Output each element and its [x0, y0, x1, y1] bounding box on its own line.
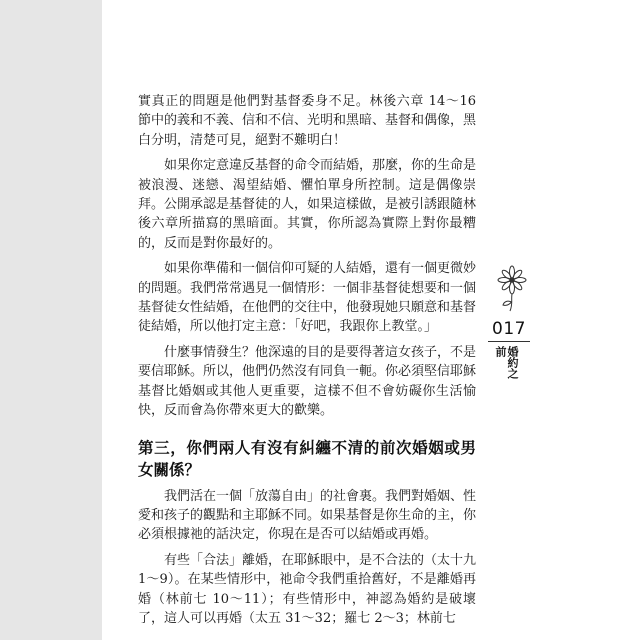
divider	[488, 341, 530, 342]
paragraph-1: 實真正的問題是他們對基督委身不足。林後六章 14～16 節中的義和不義、信和不信、光明和黑暗、基督和偶像，黑白分明，清楚可見，絕對不難明白！	[138, 94, 477, 148]
page-gutter	[0, 0, 102, 640]
paragraph-6: 有些「合法」離婚，在耶穌眼中，是不合法的（太十九 1～9）。在某些情形中，祂命令我們重拾舊好，不是離婚再婚（林前七 10～11）；有些情形中，神認為婚約是破壞了，這人可以再婚（太五 31～32；羅七 2～3；林前七	[138, 552, 477, 626]
body-text	[138, 92, 476, 634]
section-heading: 第三，你們兩人有沒有糾纏不清的前次婚姻或男女關係？	[138, 438, 476, 479]
flower-icon	[492, 264, 532, 312]
running-title: 婚約之前	[494, 346, 519, 379]
paragraph-3: 如果你準備和一個信仰可疑的人結婚，還有一個更微妙的問題。我們常常遇見一個情形：一個非基督徒想要和一個基督徒女性結婚，在他們的交往中，他發現她只願意和基督徒結婚，所以他打定主意：「好吧，我跟你上教堂。」	[138, 261, 477, 335]
paragraph-2: 如果你定意違反基督的命令而結婚，那麼，你的生命是被浪漫、迷戀、渴望結婚、懼怕單身所控制。這是偶像崇拜。公開承認是基督徒的人，如果這樣做，是被引誘跟隨林後六章所描寫的黑暗面。其實，你所認為實際上對你最糟的，反而是對你最好的。	[138, 158, 477, 251]
page-number: 017	[492, 319, 526, 339]
paragraph-4: 什麼事情發生？他深遠的目的是要得著這女孩子，不是要信耶穌。所以，他們仍然沒有同負一軛。你必須堅信耶穌基督比婚姻或其他人更重要，這樣不但不會妨礙你生活愉快，反而會為你帶來更大的歡樂。	[138, 344, 477, 419]
paragraph-5: 我們活在一個「放蕩自由」的社會裏。我們對婚姻、性愛和孩子的觀點和主耶穌不同。如果基督是你生命的主，你必須根據祂的話決定，你現在是否可以結婚或再婚。	[138, 488, 477, 543]
side-panel	[486, 264, 536, 384]
